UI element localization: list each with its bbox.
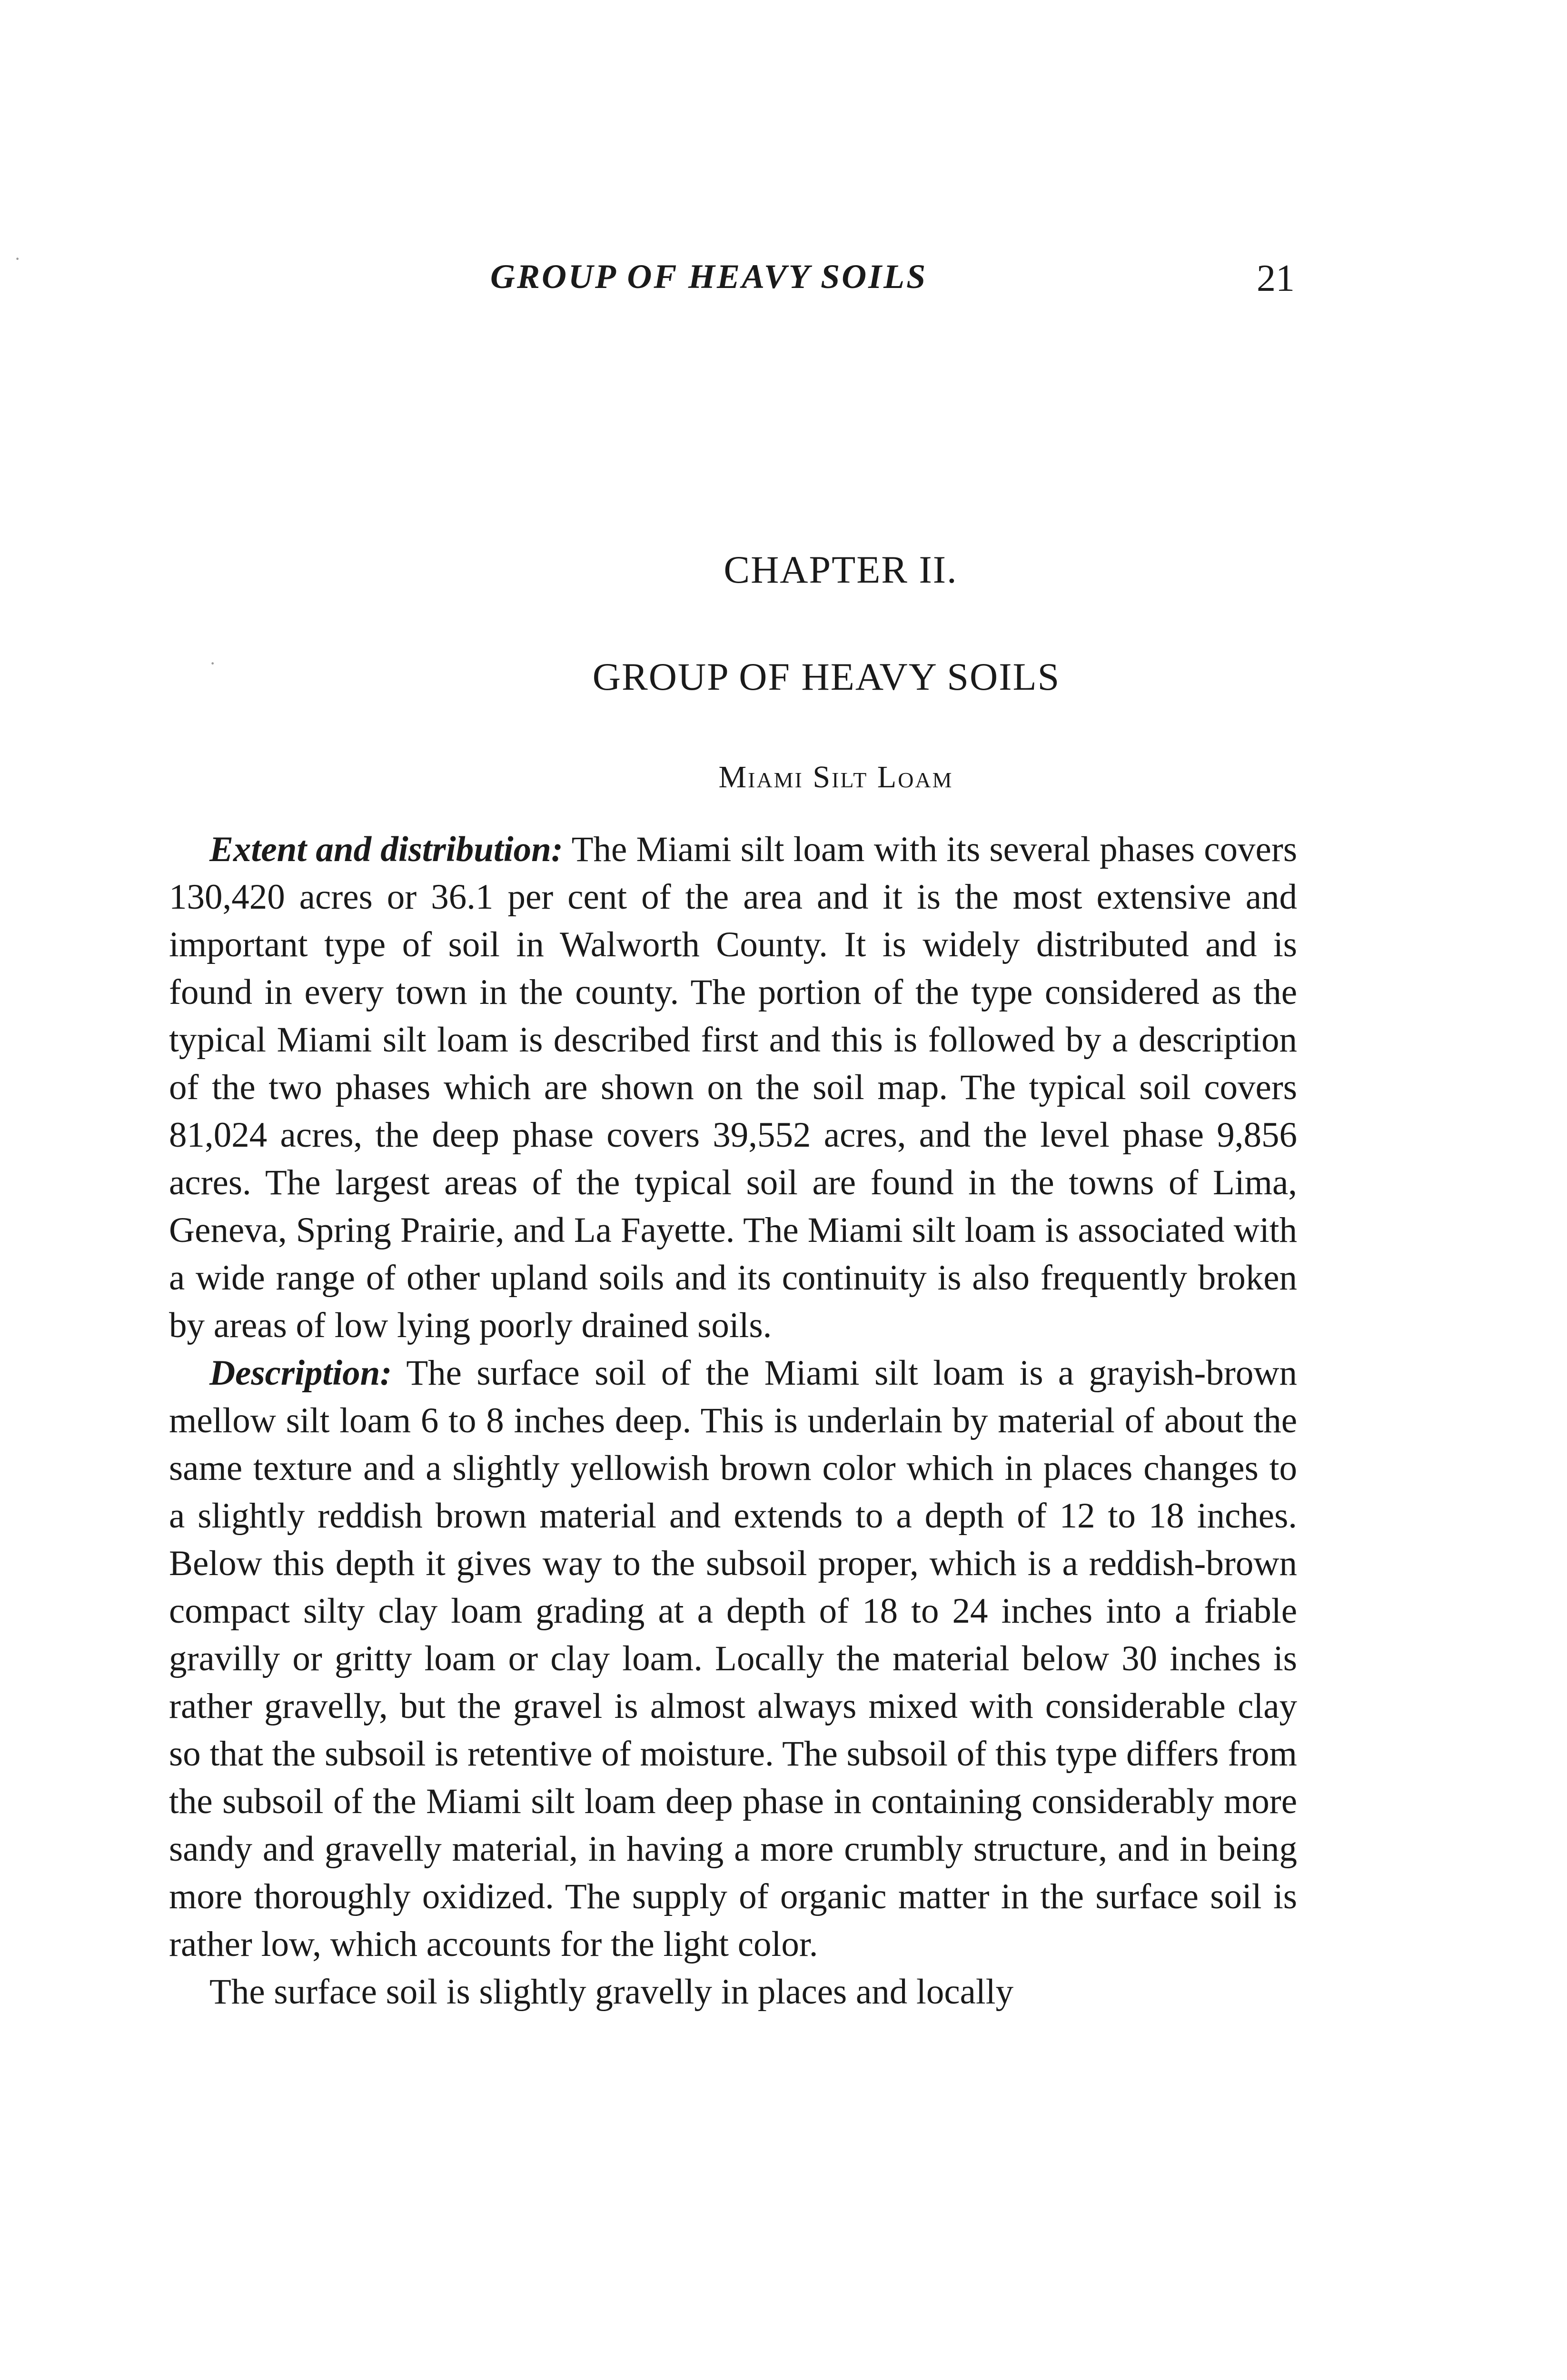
scan-speck: · — [14, 248, 21, 269]
scan-speck: · — [209, 653, 216, 674]
chapter-heading: CHAPTER II. — [724, 548, 958, 591]
paragraph-description — [169, 1349, 1297, 1968]
body-text — [169, 826, 1297, 2016]
paragraph-extent — [169, 826, 1297, 1349]
running-header — [0, 257, 1567, 309]
paragraph-body: The surface soil is slightly gravelly in places and locally — [209, 1972, 1014, 2012]
paragraph-continuation — [169, 1968, 1297, 2016]
running-title: GROUP OF HEAVY SOILS — [490, 258, 928, 296]
paragraph-body: The Miami silt loam with its several phases covers 130,420 acres or 36.1 per cent of the area and it is the most extensive and important type of soil in Walworth County. It is widely distributed and is found in every town in the county. The portion of the type considered as the typical Miami silt loam is described first and this is followed by a description of the two phases which are shown on the soil map. The typical soil covers 81,024 acres, the deep phase covers 39,552 acres, and the level phase 9,856 acres. The largest areas of the typical soil are found in the towns of Lima, Geneva, Spring Prairie, and La Fayette. The Miami silt loam is associated with a wide range of other upland soils and its continuity is also frequently broken by areas of low lying poorly drained soils. — [169, 830, 1298, 1345]
paragraph-body: The surface soil of the Miami silt loam is a grayish-brown mellow silt loam 6 to 8 inches deep. This is underlain by material of about the same texture and a slightly yellowish brown color which in places changes to a slightly reddish brown material and extends to a depth of 12 to 18 inches. Below this depth it gives way to the subsoil proper, which is a reddish-brown compact silty clay loam grading at a depth of 18 to 24 inches into a friable gravilly or gritty loam or clay loam. Locally the material below 30 inches is rather gravelly, but the gravel is almost always mixed with considerable clay so that the subsoil is retentive of moisture. The subsoil of this type differs from the subsoil of the Miami silt loam deep phase in containing considerably more sandy and gravelly material, in having a more crumbly structure, and in being more thoroughly oxidized. The supply of organic matter in the surface soil is rather low, which accounts for the light color. — [169, 1353, 1297, 1964]
paragraph-lead: Extent and distribution: — [209, 830, 563, 869]
paragraph-lead: Description: — [209, 1353, 392, 1393]
section-heading: Miami Silt Loam — [718, 760, 953, 794]
page-number: 21 — [1257, 258, 1295, 299]
group-heading: GROUP OF HEAVY SOILS — [592, 655, 1061, 698]
